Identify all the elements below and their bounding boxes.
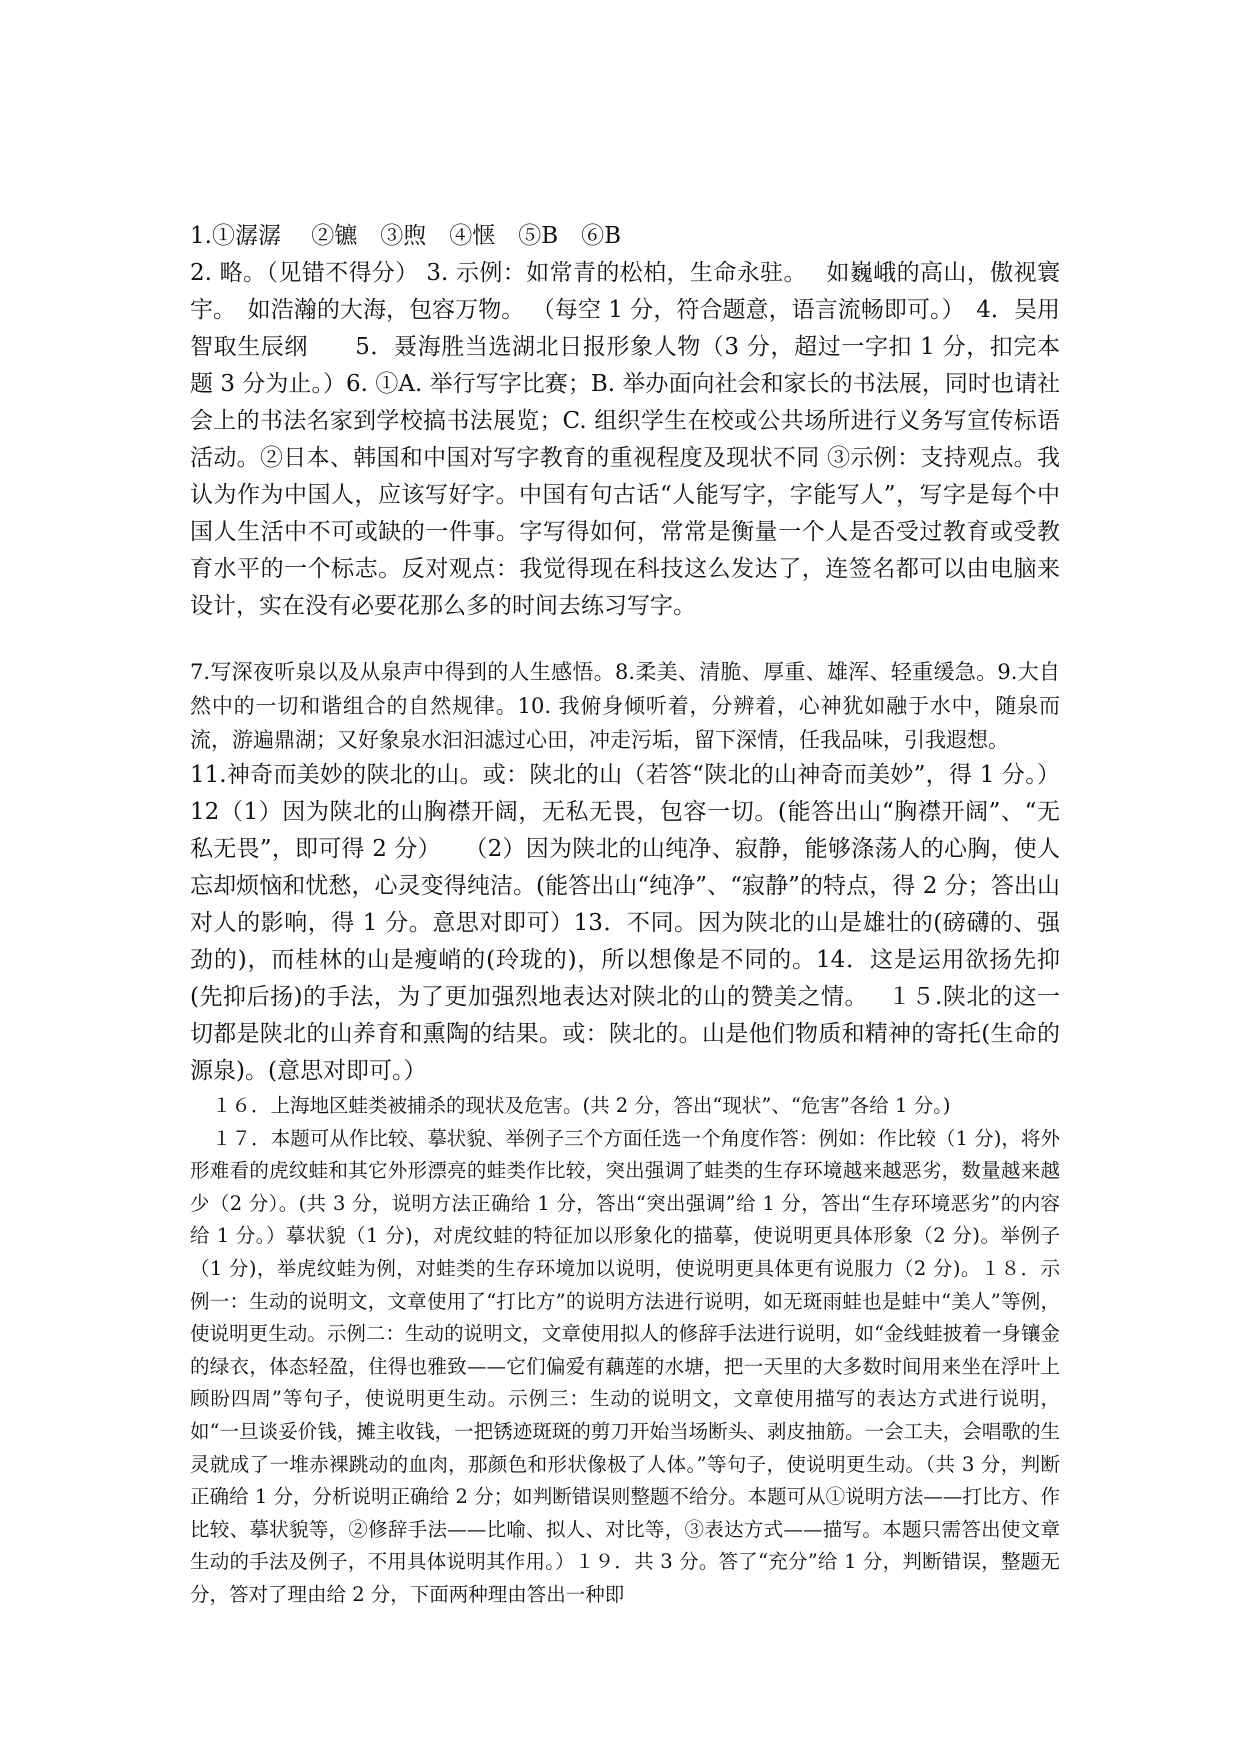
answer-paragraph-q17-q19: １７．本题可从作比较、摹状貌、举例子三个方面任选一个角度作答：例如：作比较（1 分)，将外形难看的虎纹蛙和其它外形漂亮的蛙类作比较，突出强调了蛙类的生存环境越来越恶劣，数量越来越少（2 分）。(共 3 分，说明方法正确给 1 分，答出“突出强调”给 1 分，答出“生存环境恶劣”的内容给 1 分。）摹状貌（1 分)，对虎纹蛙的特征加以形象化的描摹，使说明更具体形象（2 分)。举例子（1 分)，举虎纹蛙为例，对蛙类的生存环境加以说明，使说明更具体更有说服力（2 分)。１８．示例一：生动的说明文，文章使用了“打比方”的说明方法进行说明，如无斑雨蛙也是蛙中“美人”等例，使说明更生动。示例二：生动的说明文，文章使用拟人的修辞手法进行说明，如“金线蛙披着一身镶金的绿衣，体态轻盈，住得也雅致——它们偏爱有藕莲的水塘，把一天里的大多数时间用来坐在浮叶上顾盼四周”等句子，使说明更生动。示例三：生动的说明文，文章使用描写的表达方式进行说明，如“一旦谈妥价钱，摊主收钱，一把锈迹斑斑的剪刀开始当场断头、剥皮抽筋。一会工夫，会唱歌的生灵就成了一堆赤裸跳动的血肉，那颜色和形状像极了人体。”等句子，使说明更生动。（共 3 分，判断正确给 1 分，分析说明正确给 2 分；如判断错误则整题不给分。本题可从①说明方法——打比方、作比较、摹状貌等，②修辞手法——比喻、拟人、对比等，③表达方式——描写。本题只需答出使文章生动的手法及例子，不用具体说明其作用。）１９．共 3 分。答了“充分”给 1 分，判断错误，整题无分，答对了理由给 2 分，下面两种理由答出一种即	[190, 1126, 1060, 1606]
answer-paragraph-q11-q15: 11.神奇而美妙的陕北的山。或：陕北的山（若答“陕北的山神奇而美妙”，得 1 分。）12（1）因为陕北的山胸襟开阔，无私无畏，包容一切。(能答出山“胸襟开阔”、“无私无畏”，即可得 2 分） （2）因为陕北的山纯净、寂静，能够涤荡人的心胸，使人忘却烦恼和忧愁，心灵变得纯洁。(能答出山“纯净”、“寂静”的特点，得 2 分；答出山对人的影响，得 1 分。意思对即可）13．不同。因为陕北的山是雄壮的(磅礴的、强劲的)，而桂林的山是瘦峭的(玲珑的)，所以想像是不同的。14．这是运用欲扬先抑(先抑后扬)的手法，为了更加强烈地表达对陕北的山的赞美之情。 １５.陕北的这一切都是陕北的山养育和熏陶的结果。或：陕北的。山是他们物质和精神的寄托(生命的源泉)。(意思对即可。）	[190, 762, 1060, 1084]
answers-section-2	[190, 655, 1060, 1612]
answer-line-q1: 1.①潺潺 ②镳 ③煦 ④惬 ⑤B ⑥B	[190, 223, 622, 249]
answers-section-1	[190, 218, 1091, 625]
answer-paragraph-q16: １６．上海地区蛙类被捕杀的现状及危害。(共 2 分，答出“现状”、“危害”各给 1 分。)	[212, 1094, 951, 1117]
answer-paragraph-q2-q6: 2. 略。（见错不得分） 3. 示例：如常青的松柏，生命永驻。 如巍峨的高山，傲视寰宇。 如浩瀚的大海，包容万物。 （每空 1 分，符合题意，语言流畅即可。） 4．吴用 智取生辰纲 5．聂海胜当选湖北日报形象人物（3 分，超过一字扣 1 分，扣完本题 3 分为止。）6. ①A. 举行写字比赛；B. 举办面向社会和家长的书法展，同时也请社会上的书法名家到学校搞书法展览；C. 组织学生在校或公共场所进行义务写宣传标语活动。②日本、韩国和中国对写字教育的重视程度及现状不同 ③示例：支持观点。我认为作为中国人，应该写好字。中国有句古话“人能写字，字能写人”，写字是每个中国人生活中不可或缺的一件事。字写得如何，常常是衡量一个人是否受过教育或受教育水平的一个标志。反对观点：我觉得现在科技这么发达了，连签名都可以由电脑来设计，实在没有必要花那么多的时间去练习写字。	[190, 260, 1091, 619]
answer-paragraph-q7-q10: 7.写深夜听泉以及从泉声中得到的人生感悟。8.柔美、清脆、厚重、雄浑、轻重缓急。9.大自然中的一切和谐组合的自然规律。10. 我俯身倾听着，分辨着，心神犹如融于水中，随泉而流，游遍鼎湖；又好象泉水汩汩滤过心田，冲走污垢，留下深情，任我品味，引我遐想。	[190, 660, 1060, 752]
